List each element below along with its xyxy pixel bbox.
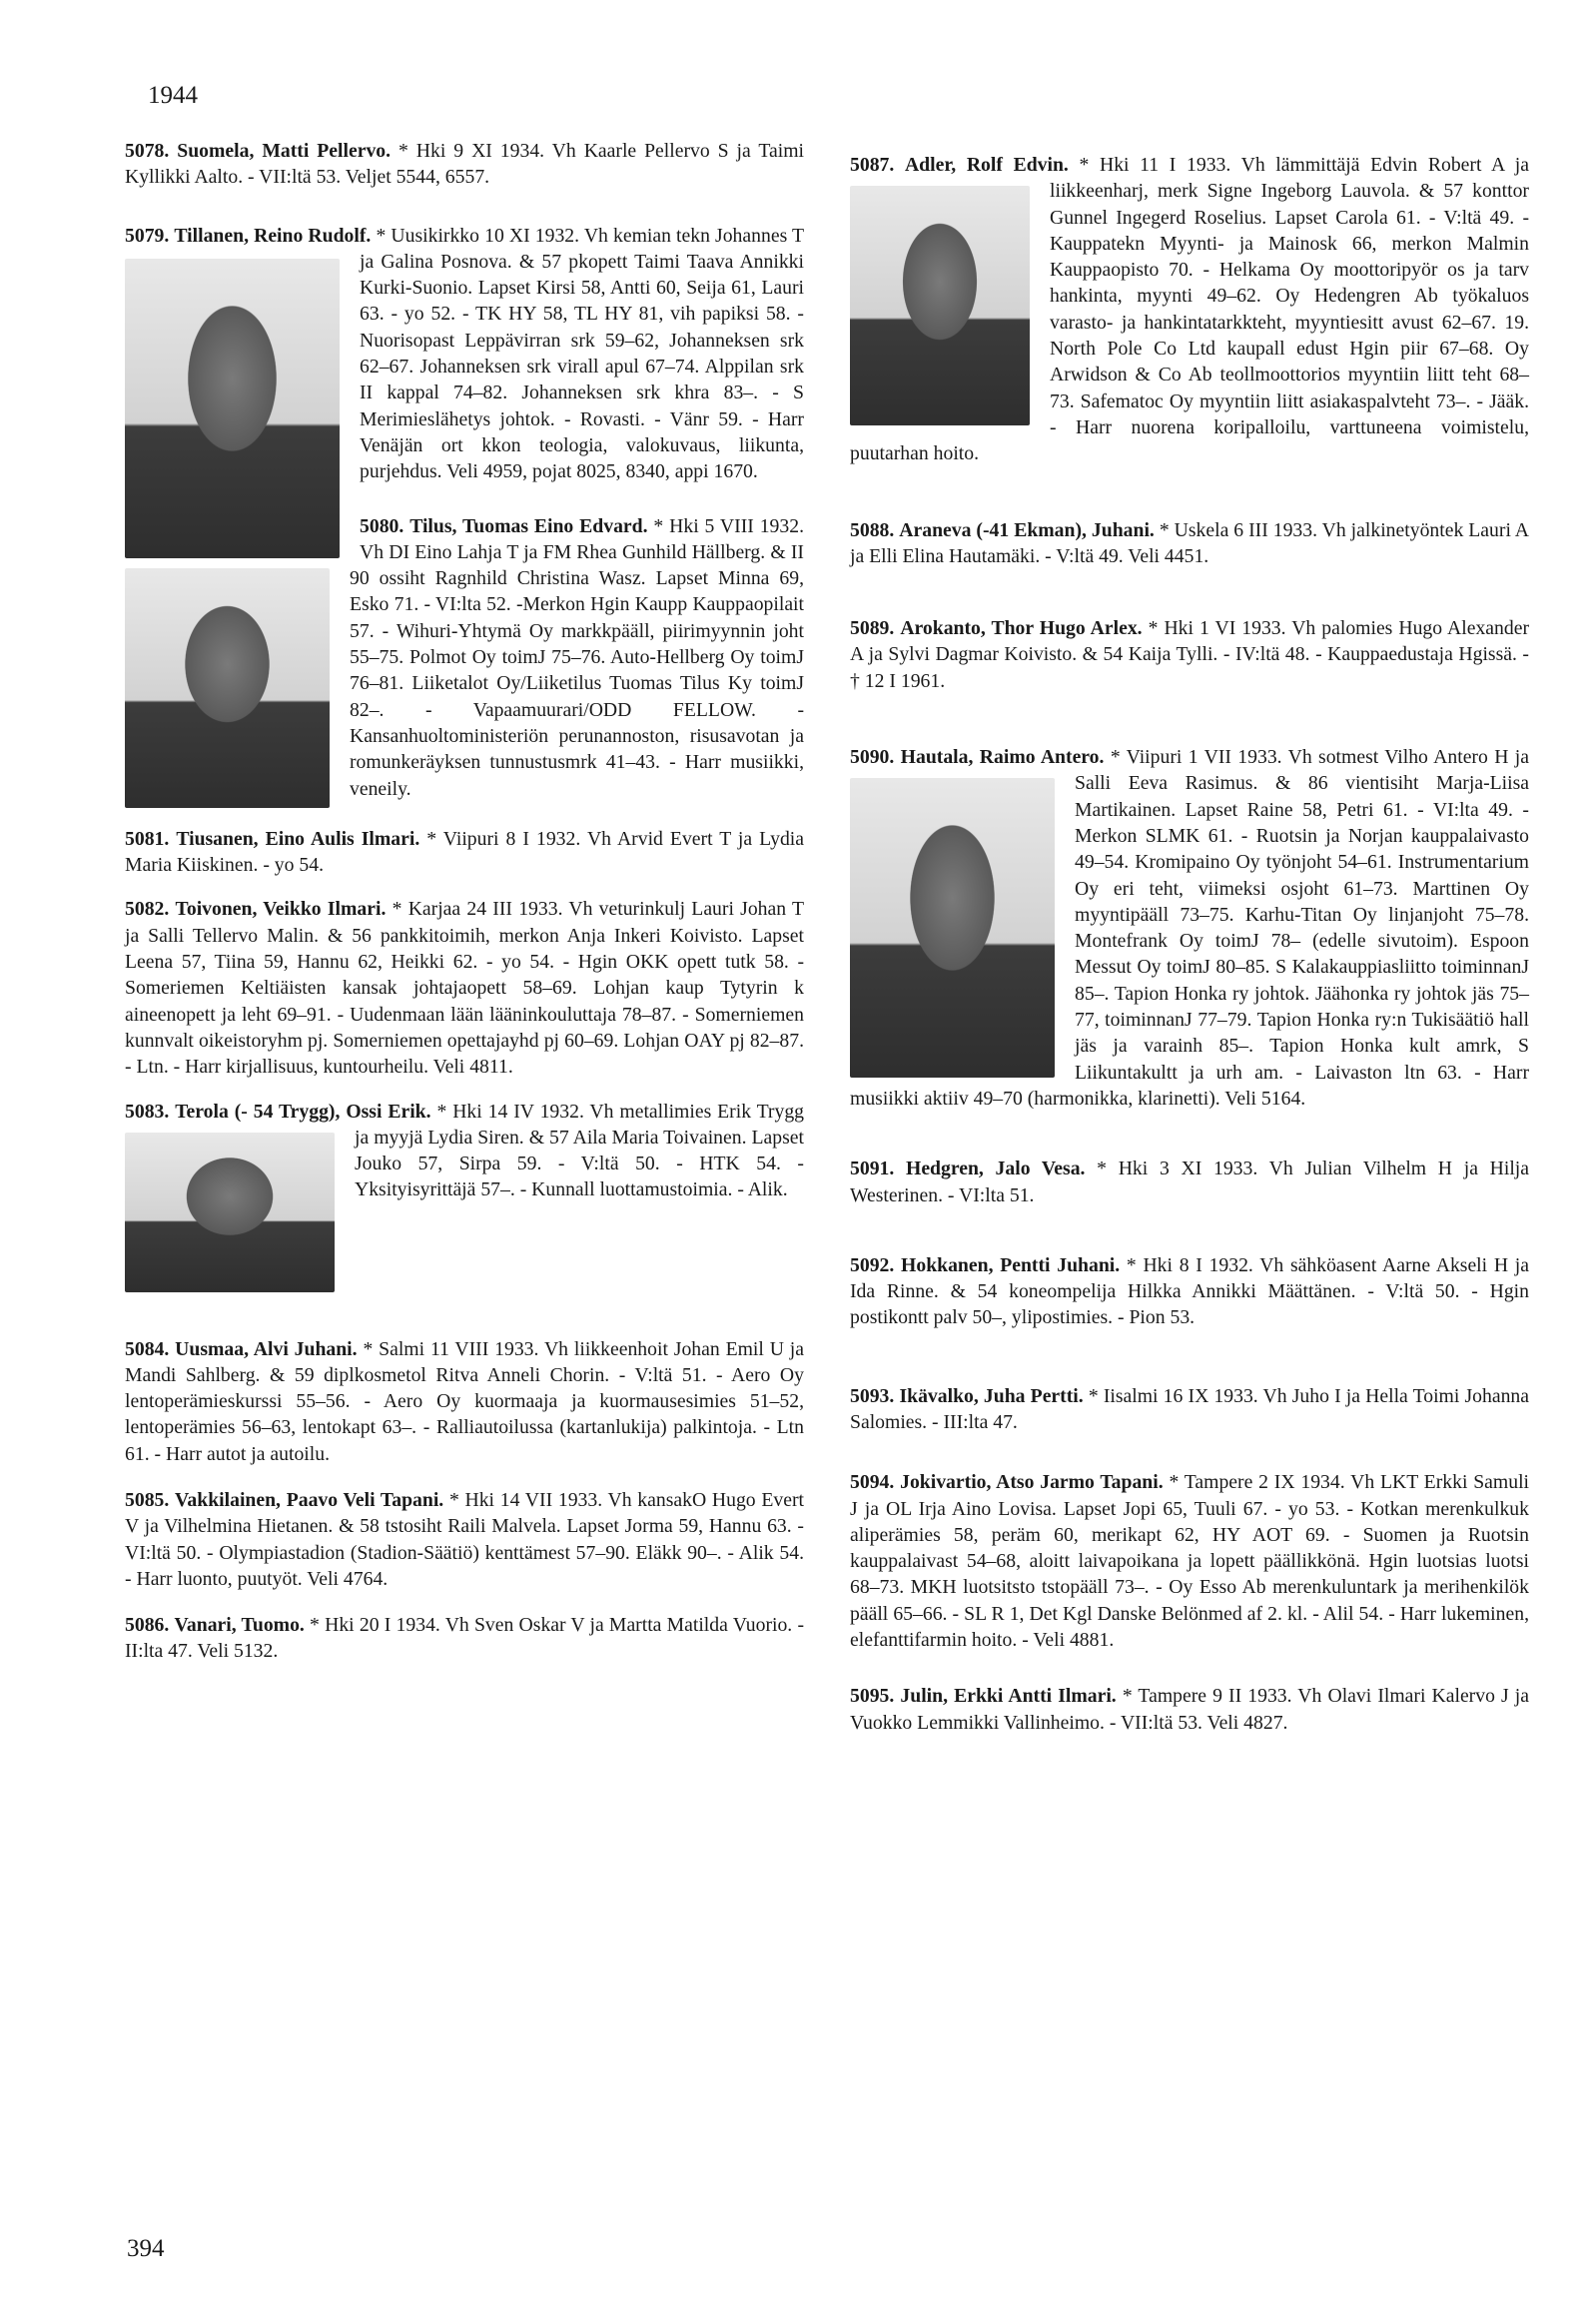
entry-name: Toivonen, Veikko Ilmari.	[175, 898, 387, 921]
entry-5082	[125, 896, 804, 1080]
entry-body: * Hki 14 IV 1932. Vh metallimies Erik Trygg ja myyjä Lydia Siren. & 57 Aila Maria Toivainen. Lapset Jouko 57, Sirpa 59. - V:ltä 50. - HTK 54. - Yksityisyrittäjä 57–. - Kunnall luottamustoimia. - Alik.	[355, 1100, 805, 1201]
portrait-photo	[125, 568, 330, 808]
entry-body: * Hki 8 I 1932. Vh sähköasent Aarne Akseli H ja Ida Rinne. & 54 koneompelija Hilkka Annikki Määttänen. - V:ltä 50. - Hgin postikontt palv 50–, ylipostimies. - Pion 53.	[850, 1253, 1529, 1329]
entry-body: * Tampere 9 II 1933. Vh Olavi Ilmari Kalervo J ja Vuokko Lemmikki Vallinheimo. - VII:ltä 53. Veli 4827.	[850, 1685, 1530, 1734]
entry-name: Suomela, Matti Pellervo.	[177, 140, 392, 162]
entry-number: 5085.	[125, 1488, 170, 1511]
entry-name: Terola (- 54 Trygg), Ossi Erik.	[175, 1100, 431, 1123]
entry-5080	[125, 513, 804, 802]
entry-text	[125, 138, 804, 191]
entry-5087	[850, 152, 1529, 467]
entry-body: * Tampere 2 IX 1934. Vh LKT Erkki Samuli J ja OL Irja Aino Lovisa. Lapset Jopi 65, Tuuli 67. - yo 53. - Kotkan merenkulkuk aliperämies 58, peräm 60, merikapt 62, HY AOT 69. - Suomen ja Ruotsin kauppalaivast 54–68, aloitt laivapoikana ja lopett päällikkönä. Hgin luotsias luotsi 68–73. MKH luotsitsto tstopääll 73–. - Oy Esso Ab merenkuluntark ja merihenkilök pääll 65–66. - SL R 1, Det Kgl Danske Belönmed af 2. kl. - Alil 54. - Harr lukeminen, elefanttifarmin hoito. - Veli 4881.	[850, 1471, 1530, 1652]
entry-text	[125, 826, 804, 879]
entry-number: 5089.	[850, 617, 895, 640]
entry-number: 5080.	[360, 514, 404, 537]
entry-name: Jokivartio, Atso Jarmo Tapani.	[900, 1471, 1164, 1494]
entry-name: Vakkilainen, Paavo Veli Tapani.	[175, 1488, 444, 1511]
entry-5093	[850, 1383, 1529, 1436]
entry-number: 5086.	[125, 1614, 170, 1637]
entry-5090	[850, 744, 1529, 1112]
entry-5094	[850, 1469, 1529, 1653]
entry-name: Julin, Erkki Antti Ilmari.	[900, 1685, 1117, 1708]
entry-5086	[125, 1612, 804, 1665]
entry-body: * Hki 11 I 1933. Vh lämmittäjä Edvin Robert A ja liikkeenharj, merk Signe Ingeborg Lauvola. & 57 konttor Gunnel Ingegerd Roselius. Lapset Carola 61. - V:ltä 49. - Kauppatekn Myynti- ja Mainosk 66, merkon Malmin Kauppaopisto 70. - Helkama Oy moottoripyör os ja tarv hankinta, myynti 49–62. Oy Hedengren Ab työkaluos varasto- ja hankintatarkkteht, myyntiesitt avust 62–67. 19. North Pole Co Ltd kaupall edust Hgin piir 67–68. Oy Arwidson & Co Ab teollmoottorios myyntiin liitt teht 68–73. Safematoc Oy myyntiin liitt asiakaspalvteht 73–. - Jääk. - Harr nuorena koripalloilu, varttuneena voimistelu, puutarhan hoito.	[850, 154, 1529, 465]
entry-number: 5084.	[125, 1337, 170, 1360]
entry-body: * Uusikirkko 10 XI 1932. Vh kemian tekn Johannes T ja Galina Posnova. & 57 pkopett Taimi Taava Annikki Kurki-Suonio. Lapset Kirsi 58, Antti 60, Seija 61, Lauri 63. - yo 52. - TK HY 58, TL HY 81, vih papiksi 58. - Nuorisopast Leppävirran srk 59–62, Johanneksen srk 62–67. Johanneksen srk virall apul 67–74. Alppilan srk II kappal 74–82. Johanneksen srk khra 83–. - S Merimieslähetys johtok. - Rovasti. - Vänr 59. - Harr Venäjän ort kkon teologia, valokuvaus, liikunta, purjehdus. Veli 4959, pojat 8025, 8340, appi 1670.	[360, 224, 805, 483]
entry-name: Araneva (-41 Ekman), Juhani.	[899, 518, 1155, 541]
entry-text	[850, 517, 1529, 570]
entry-body: * Hki 14 VII 1933. Vh kansakO Hugo Evert V ja Vilhelmina Hietanen. & 58 tstosiht Raili Malvela. Lapset Jorma 59, Hannu 63. - VI:ltä 50. - Olympiastadion (Stadion-Säätiö) kenttämest 57–90. Eläkk 90–. - Alik 54. - Harr luonto, puutyöt. Veli 4764.	[125, 1488, 804, 1590]
entry-name: Arokanto, Thor Hugo Arlex.	[900, 617, 1143, 640]
entry-5088	[850, 517, 1529, 570]
entry-text	[125, 1336, 804, 1467]
left-column	[125, 128, 804, 1665]
entry-name: Hokkanen, Pentti Juhani.	[901, 1253, 1121, 1276]
entry-5084	[125, 1336, 804, 1467]
entry-name: Adler, Rolf Edvin.	[904, 154, 1069, 176]
entry-body: * Salmi 11 VIII 1933. Vh liikkeenhoit Johan Emil U ja Mandi Sahlberg. & 59 diplkosmetol Ritva Anneli Chorin. - V:ltä 51. - Aero Oy lentoperämieskurssi 55–56. - Aero Oy kuormaaja ja kuormausesimies 51–52, lentoperämies 56–63, lentokapt 63–. - Ralliautoilussa (kartanlukija) palkintoja. - Ltn 61. - Harr autot ja autoilu.	[125, 1337, 804, 1465]
entry-text	[125, 1612, 804, 1665]
entry-body: * Hki 1 VI 1933. Vh palomies Hugo Alexander A ja Sylvi Dagmar Koivisto. & 54 Kaija Tylli. - IV:ltä 48. - Kauppaedustaja Hgissä. - † 12 I 1961.	[850, 617, 1530, 692]
entry-5091	[850, 1156, 1529, 1208]
entry-name: Tilus, Tuomas Eino Edvard.	[409, 514, 648, 537]
entry-text	[850, 1156, 1529, 1208]
entry-body: * Viipuri 1 VII 1933. Vh sotmest Vilho Antero H ja Salli Eeva Rasimus. & 86 vientisiht Marja-Liisa Martikainen. Lapset Raine 58, Petri 61. - VI:lta 49. - Merkon SLMK 61. - Ruotsin ja Norjan kauppalaivasto 49–54. Kromipaino Oy työnjoht 54–61. Instrumentarium Oy eri teht, viimeksi osjoht 61–73. Marttinen Oy myyntipääll 73–75. Karhu-Titan Oy linjanjoht 75–78. Montefrank Oy toimJ 78– (edelle sivutoim). Espoon Messut Oy toimJ 80–85. S Kalakauppiasliitto toiminnanJ 85–. Tapion Honka ry johtok. Jäähonka ry johtok jäs 75–77, toiminnanJ 77–79. Tapion Honka ry:n Tukisäätiö hall jäs ja varainh 85–. Tapion Honka kult amrk, S Liikuntakultt ja urh am. - Laivaston ltn 63. - Harr musiikki aktiiv 49–70 (harmonikka, klarinetti). Veli 5164.	[850, 746, 1529, 1110]
portrait-photo	[850, 778, 1055, 1078]
entry-5078	[125, 138, 804, 191]
entry-text	[125, 896, 804, 1080]
entry-number: 5087.	[850, 154, 895, 176]
entry-body: * Iisalmi 16 IX 1933. Vh Juho I ja Hella Toimi Johanna Salomies. - III:lta 47.	[850, 1384, 1530, 1433]
entry-name: Hautala, Raimo Antero.	[900, 746, 1105, 769]
entry-number: 5090.	[850, 746, 895, 769]
entry-text	[850, 1383, 1529, 1436]
entry-body: * Viipuri 8 I 1932. Vh Arvid Evert T ja Lydia Maria Kiiskinen. - yo 54.	[125, 827, 804, 877]
entry-number: 5092.	[850, 1253, 895, 1276]
entry-text	[125, 1487, 804, 1592]
entry-body: * Hki 9 XI 1934. Vh Kaarle Pellervo S ja Taimi Kyllikki Aalto. - VII:ltä 53. Veljet 5544, 6557.	[125, 140, 804, 189]
entry-body: * Hki 3 XI 1933. Vh Julian Vilhelm H ja Hilja Westerinen. - VI:lta 51.	[850, 1158, 1529, 1206]
portrait-photo	[125, 1133, 335, 1292]
entry-number: 5083.	[125, 1100, 170, 1123]
entry-name: Uusmaa, Alvi Juhani.	[175, 1337, 358, 1360]
entry-name: Tiusanen, Eino Aulis Ilmari.	[176, 827, 420, 850]
entry-number: 5088.	[850, 518, 895, 541]
entry-5081	[125, 826, 804, 879]
entry-number: 5078.	[125, 140, 170, 162]
entry-5095	[850, 1683, 1529, 1736]
entry-5079	[125, 223, 804, 485]
entry-body: * Hki 20 I 1934. Vh Sven Oskar V ja Martta Matilda Vuorio. - II:lta 47. Veli 5132.	[125, 1614, 805, 1663]
page-year: 1944	[148, 82, 198, 109]
entry-name: Vanari, Tuomo.	[174, 1614, 305, 1637]
entry-number: 5094.	[850, 1471, 895, 1494]
entry-number: 5095.	[850, 1685, 895, 1708]
entry-number: 5079.	[125, 224, 170, 247]
entry-name: Hedgren, Jalo Vesa.	[906, 1158, 1086, 1180]
entry-number: 5091.	[850, 1158, 895, 1180]
entry-5092	[850, 1252, 1529, 1331]
portrait-photo	[850, 186, 1030, 425]
entry-number: 5093.	[850, 1384, 895, 1407]
entry-body: * Hki 5 VIII 1932. Vh DI Eino Lahja T ja FM Rhea Gunhild Hällberg. & II 90 ossiht Ragnhild Christina Wasz. Lapset Minna 69, Esko 71. - VI:lta 52. -Merkon Hgin Kaupp Kauppaopilait 57. - Wihuri-Yhtymä Oy markkpääll, piirimyynnin joht 55–75. Polmot Oy toimJ 75–76. Auto-Hellberg Oy toimJ 76–81. Liiketalot Oy/Liiketilus Tuomas Tilus Ky toimJ 82–. - Vapaamuurari/ODD FELLOW. - Kansanhuoltoministeriön perunannoston, risusavotan ja romunkeräyksen tunnustusmrk 41–43. - Harr musiikki, veneily.	[350, 514, 805, 800]
entry-body: * Uskela 6 III 1933. Vh jalkinetyöntek Lauri A ja Elli Elina Hautamäki. - V:ltä 49. Veli 4451.	[850, 518, 1530, 567]
entry-text	[850, 1469, 1529, 1653]
entry-name: Tillanen, Reino Rudolf.	[174, 224, 372, 247]
entry-body: * Karjaa 24 III 1933. Vh veturinkulj Lauri Johan T ja Salli Tellervo Malin. & 56 pankkitoimih, merkon Anja Inkeri Koivisto. Lapset Leena 57, Tiina 59, Hannu 62, Heikki 62. - yo 54. - Hgin OKK opett tutk 58. - Someriemen Keltiäisten kansak johtajaopett 58–69. Lohjan kaup Tytyrin k aineenopett ja leht 69–91. - Uudenmaan lään lääninkouluttaja 78–87. - Somerniemen kunnvalt oikeistoryhm pj. Somerniemen opettajayhd pj 60–69. Lohjan OAY pj 82–87. - Ltn. - Harr kirjallisuus, kuntourheilu. Veli 4811.	[125, 898, 804, 1079]
entry-text	[850, 1683, 1529, 1736]
entry-name: Ikävalko, Juha Pertti.	[899, 1384, 1084, 1407]
entry-text	[850, 615, 1529, 694]
entry-5083	[125, 1099, 804, 1296]
entry-text	[850, 1252, 1529, 1331]
page-number: 394	[127, 2235, 165, 2262]
entry-number: 5082.	[125, 898, 170, 921]
right-column	[850, 128, 1529, 1736]
entry-5085	[125, 1487, 804, 1592]
entry-5089	[850, 615, 1529, 694]
entry-number: 5081.	[125, 827, 170, 850]
